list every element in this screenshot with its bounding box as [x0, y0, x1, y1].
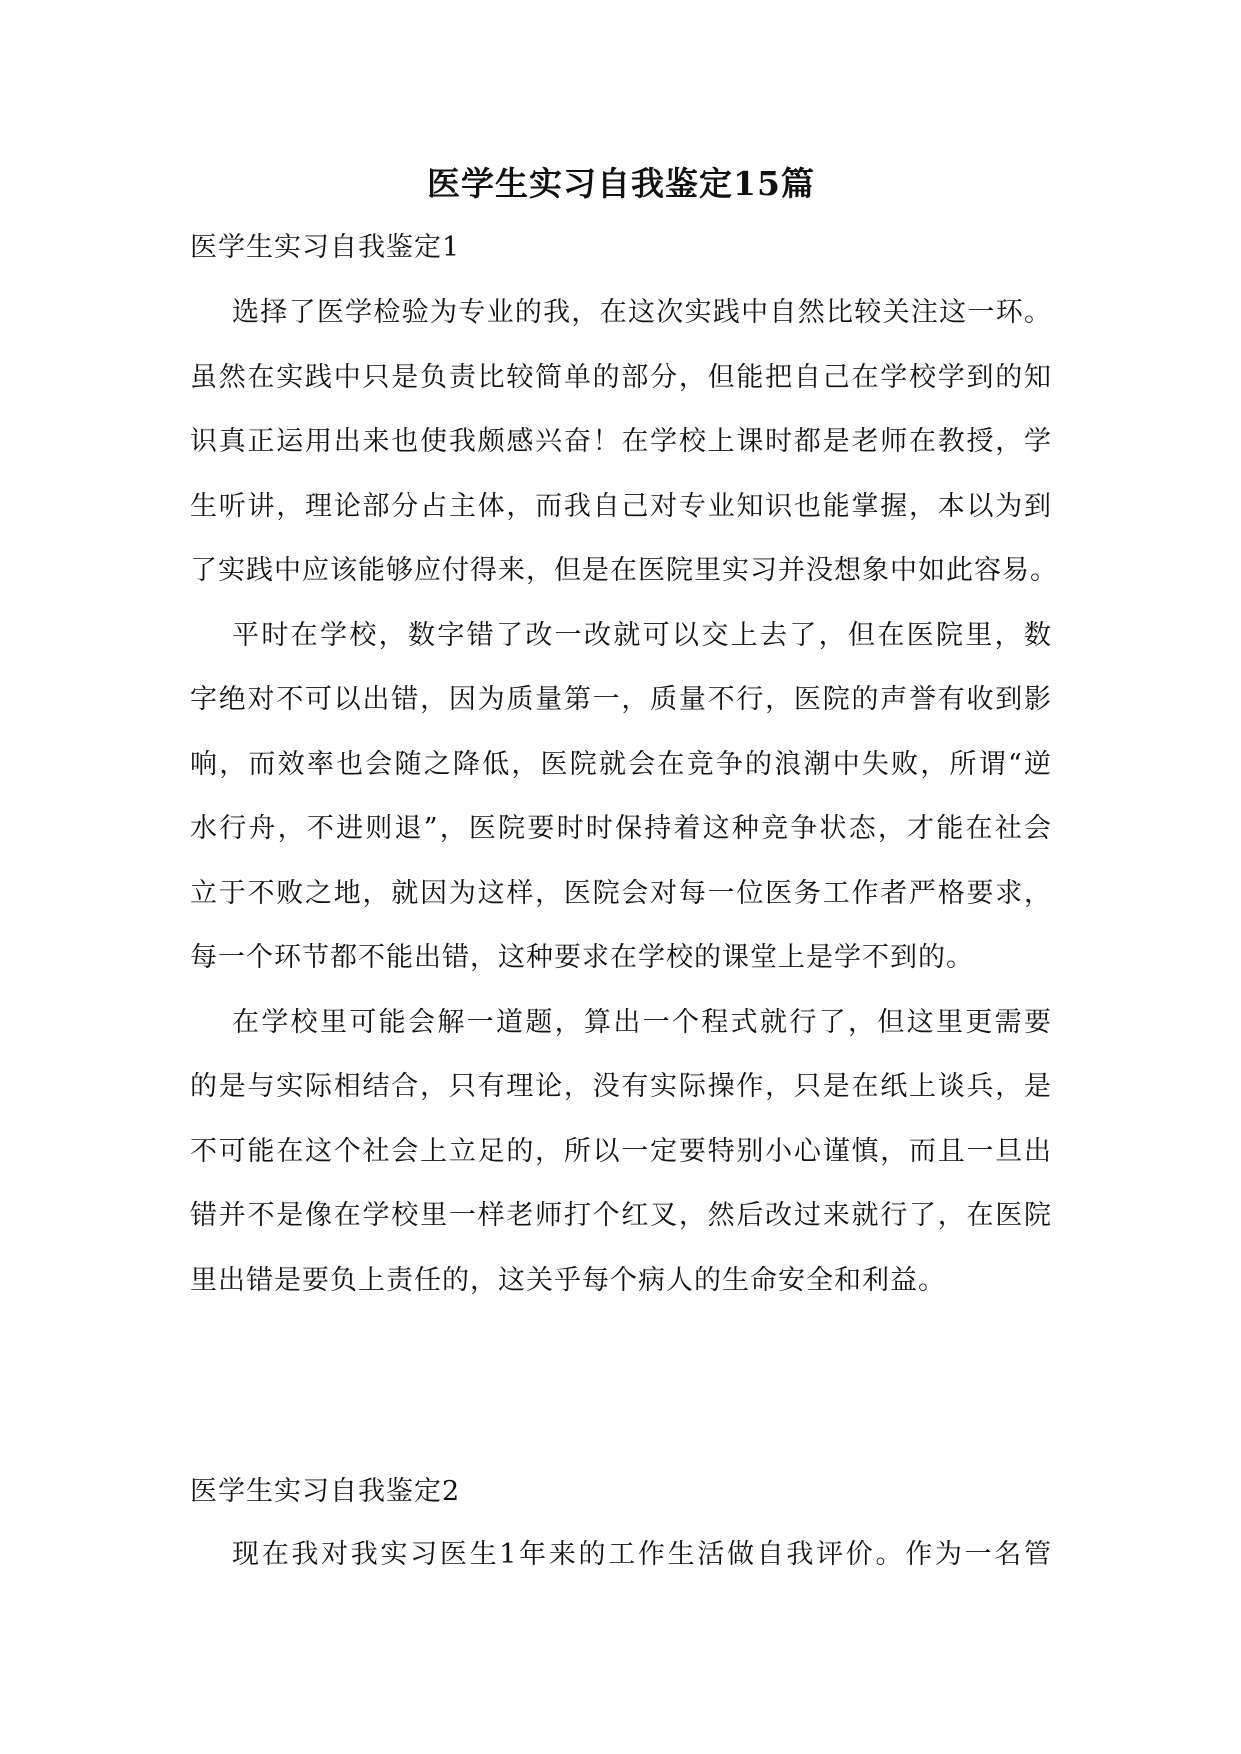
- paragraph-line: 现在我对我实习医生1年来的工作生活做自我评价。作为一名管: [232, 1539, 1052, 1570]
- paragraph-line: 立于不败之地，就因为这样，医院会对每一位医务工作者严格要求，: [190, 877, 1052, 909]
- paragraph-line: 在学校里可能会解一道题，算出一个程式就行了，但这里更需要: [232, 1006, 1052, 1038]
- section-heading-2: 医学生实习自我鉴定2: [190, 1476, 461, 1507]
- paragraph-line: 不可能在这个社会上立足的，所以一定要特别小心谨慎，而且一旦出: [190, 1135, 1052, 1167]
- paragraph-line: 响，而效率也会随之降低，医院就会在竞争的浪潮中失败，所谓“逆: [190, 748, 1052, 780]
- paragraph-line: 的是与实际相结合，只有理论，没有实际操作，只是在纸上谈兵，是: [190, 1071, 1052, 1102]
- paragraph-line: 里出错是要负上责任的，这关乎每个病人的生命安全和利益。: [190, 1264, 946, 1296]
- paragraph-line: 字绝对不可以出错，因为质量第一，质量不行，医院的声誉有收到影: [190, 684, 1052, 715]
- paragraph-line: 每一个环节都不能出错，这种要求在学校的课堂上是学不到的。: [190, 942, 974, 973]
- paragraph-line: 虽然在实践中只是负责比较简单的部分，但能把自己在学校学到的知: [190, 361, 1052, 393]
- section-2-body: [190, 1523, 1052, 1588]
- section-1-body: [190, 281, 1058, 1313]
- paragraph-line: 了实践中应该能够应付得来，但是在医院里实习并没想象中如此容易。: [190, 555, 1058, 586]
- section-heading-1: 医学生实习自我鉴定1: [190, 232, 461, 263]
- document-title: 医学生实习自我鉴定15篇: [427, 164, 815, 203]
- paragraph-line: 错并不是像在学校里一样老师打个红叉，然后改过来就行了，在医院: [190, 1200, 1052, 1231]
- paragraph-line: 水行舟，不进则退”，医院要时时保持着这种竞争状态，才能在社会: [190, 813, 1052, 844]
- paragraph-line: 识真正运用出来也使我颇感兴奋！在学校上课时都是老师在教授，学: [190, 426, 1052, 457]
- paragraph-line: 选择了医学检验为专业的我，在这次实践中自然比较关注这一环。: [232, 297, 1052, 328]
- paragraph-line: 平时在学校，数字错了改一改就可以交上去了，但在医院里，数: [232, 619, 1052, 651]
- paragraph-line: 生听讲，理论部分占主体，而我自己对专业知识也能掌握，本以为到: [190, 490, 1052, 522]
